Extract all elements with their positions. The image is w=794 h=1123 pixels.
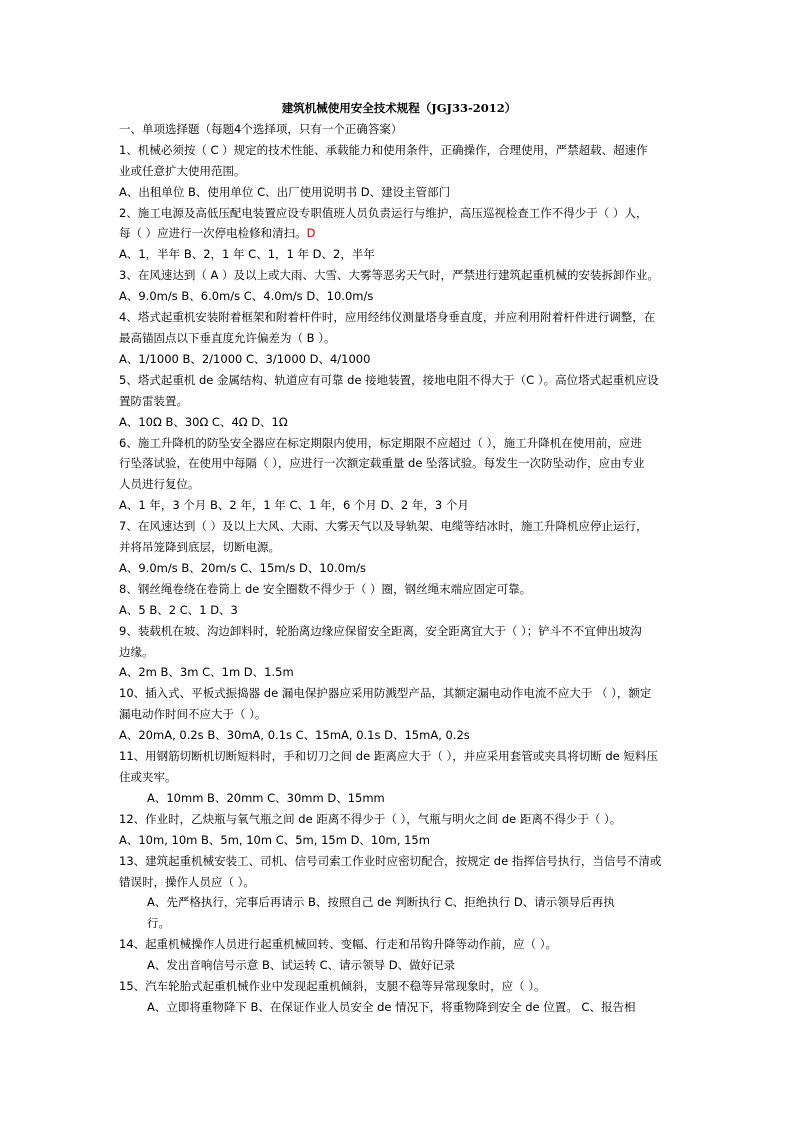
question-4-line-2: 最高锚固点以下垂直度允许偏差为（ B ）。 [119, 330, 336, 345]
question-2-line-2 [119, 223, 679, 244]
question-2-options: A、1，半年 B、2，1 年 C、1，1 年 D、2，半年 [119, 247, 375, 262]
question-13-line-1: 13、建筑起重机械安装工、司机、信号司索工作业时应密切配合，按规定 de 指挥信号执行，当信号不清或 [119, 853, 662, 868]
question-10-options: A、20mA, 0.2s B、30mA, 0.1s C、15mA, 0.1s D、15mA, 0.2s [119, 728, 470, 743]
question-6-line-3: 人员进行复位。 [119, 477, 200, 492]
question-2-text: 每（ ）应进行一次停电检修和清扫。 [119, 226, 307, 241]
question-3-options: A、9.0m/s B、6.0m/s C、4.0m/s D、10.0m/s [119, 289, 374, 304]
question-9-line-1: 9、装载机在坡、沟边卸料时，轮胎离边缘应保留安全距离，安全距离宜大于（ ）；铲斗不不宜伸出坡沟 [119, 623, 642, 638]
question-11-line-1: 11、用钢筋切断机切断短料时，手和切刀之间 de 距离应大于（ ），并应采用套管或夹具将切断 de 短料压 [119, 749, 658, 764]
question-6-options: A、1 年，3 个月 B、2 年，1 年 C、1 年，6 个月 D、2 年，3 个月 [119, 498, 469, 513]
question-13-options-cont: 行。 [147, 916, 170, 931]
question-13-line-2: 错误时，操作人员应（ ）。 [119, 874, 255, 889]
question-11-options: A、10mm B、20mm C、30mm D、15mm [147, 790, 385, 805]
question-6-line-1: 6、施工升降机的防坠安全器应在标定期限内使用，标定期限不应超过（ ），施工升降机在使用前，应进 [119, 435, 642, 450]
question-12-line-1: 12、作业时，乙炔瓶与氧气瓶之间 de 距离不得少于（ ），气瓶与明火之间 de 距离不得少于（ ）。 [119, 811, 622, 826]
question-2-line-1: 2、施工电源及高低压配电装置应设专职值班人员负责运行与维护，高压巡视检查工作不得少于（ ）人， [119, 205, 648, 220]
document-content [119, 98, 679, 1018]
question-4-line-1: 4、塔式起重机安装附着框架和附着杆件时，应用经纬仪测量塔身垂直度，并应利用附着杆件进行调整，在 [119, 310, 656, 325]
document-title: 建筑机械使用安全技术规程（JGJ33-2012） [281, 101, 517, 115]
question-5-line-1: 5、塔式起重机 de 金属结构、轨道应有可靠 de 接地装置，接地电阻不得大于（C ）。高位塔式起重机应设 [119, 372, 659, 387]
question-14-options: A、发出音响信号示意 B、试运转 C、请示领导 D、做好记录 [147, 958, 456, 973]
question-9-line-2: 边缘。 [119, 644, 154, 659]
question-12-options: A、10m, 10m B、5m, 10m C、5m, 15m D、10m, 15m [119, 832, 430, 847]
question-1-line-1: 1、机械必须按（ C ）规定的技术性能、承载能力和使用条件，正确操作，合理使用，严禁超载、超速作 [119, 142, 648, 157]
question-7-options: A、9.0m/s B、20m/s C、15m/s D、10.0m/s [119, 560, 367, 575]
question-9-options: A、2m B、3m C、1m D、1.5m [119, 665, 294, 680]
question-10-line-1: 10、插入式、平板式振捣器 de 漏电保护器应采用防溅型产品，其额定漏电动作电流不应大于 （ ），额定 [119, 686, 652, 701]
question-8-line-1: 8、钢丝绳卷绕在卷筒上 de 安全圈数不得少于（ ）圈，钢丝绳末端应固定可靠。 [119, 581, 532, 596]
question-6-line-2: 行坠落试验，在使用中每隔（ ），应进行一次额定载重量 de 坠落试验。每发生一次防坠动作，应由专业 [119, 456, 645, 471]
question-13-options: A、先严格执行，完事后再请示 B、按照自己 de 判断执行 C、拒绝执行 D、请示领导后再执 [147, 895, 615, 910]
question-15-options: A、立即将重物降下 B、在保证作业人员安全 de 情况下，将重物降到安全 de 位置。 C、报告相 [147, 999, 636, 1014]
question-5-options: A、10Ω B、30Ω C、4Ω D、1Ω [119, 414, 288, 429]
section-heading: 一、单项选择题（每题4个选择项，只有一个正确答案） [119, 121, 403, 136]
question-15-line-1: 15、汽车轮胎式起重机械作业中发现起重机倾斜，支腿不稳等异常现象时，应（ ）。 [119, 979, 546, 994]
question-8-options: A、5 B、2 C、1 D、3 [119, 602, 238, 617]
question-2-answer: D [306, 226, 316, 241]
question-1-line-2: 业或任意扩大使用范围。 [119, 163, 246, 178]
question-14-line-1: 14、起重机械操作人员进行起重机械回转、变幅、行走和吊钩升降等动作前，应（ ）。 [119, 937, 558, 952]
question-7-line-2: 并将吊笼降到底层，切断电源。 [119, 540, 280, 555]
question-10-line-2: 漏电动作时间不应大于（ ）。 [119, 707, 267, 722]
question-5-line-2: 置防雷装置。 [119, 393, 188, 408]
question-4-options: A、1/1000 B、2/1000 C、3/1000 D、4/1000 [119, 351, 371, 366]
question-7-line-1: 7、在风速达到（ ）及以上大风、大雨、大雾天气以及导轨架、电缆等结冰时，施工升降机应停止运行， [119, 519, 648, 534]
question-1-options: A、出租单位 B、使用单位 C、出厂使用说明书 D、建设主管部门 [119, 184, 451, 199]
question-3-line-1: 3、在风速达到（ A ）及以上或大雨、大雪、大雾等恶劣天气时，严禁进行建筑起重机械的安装拆卸作业。 [119, 268, 659, 283]
question-11-line-2: 住或夹牢。 [119, 770, 177, 784]
